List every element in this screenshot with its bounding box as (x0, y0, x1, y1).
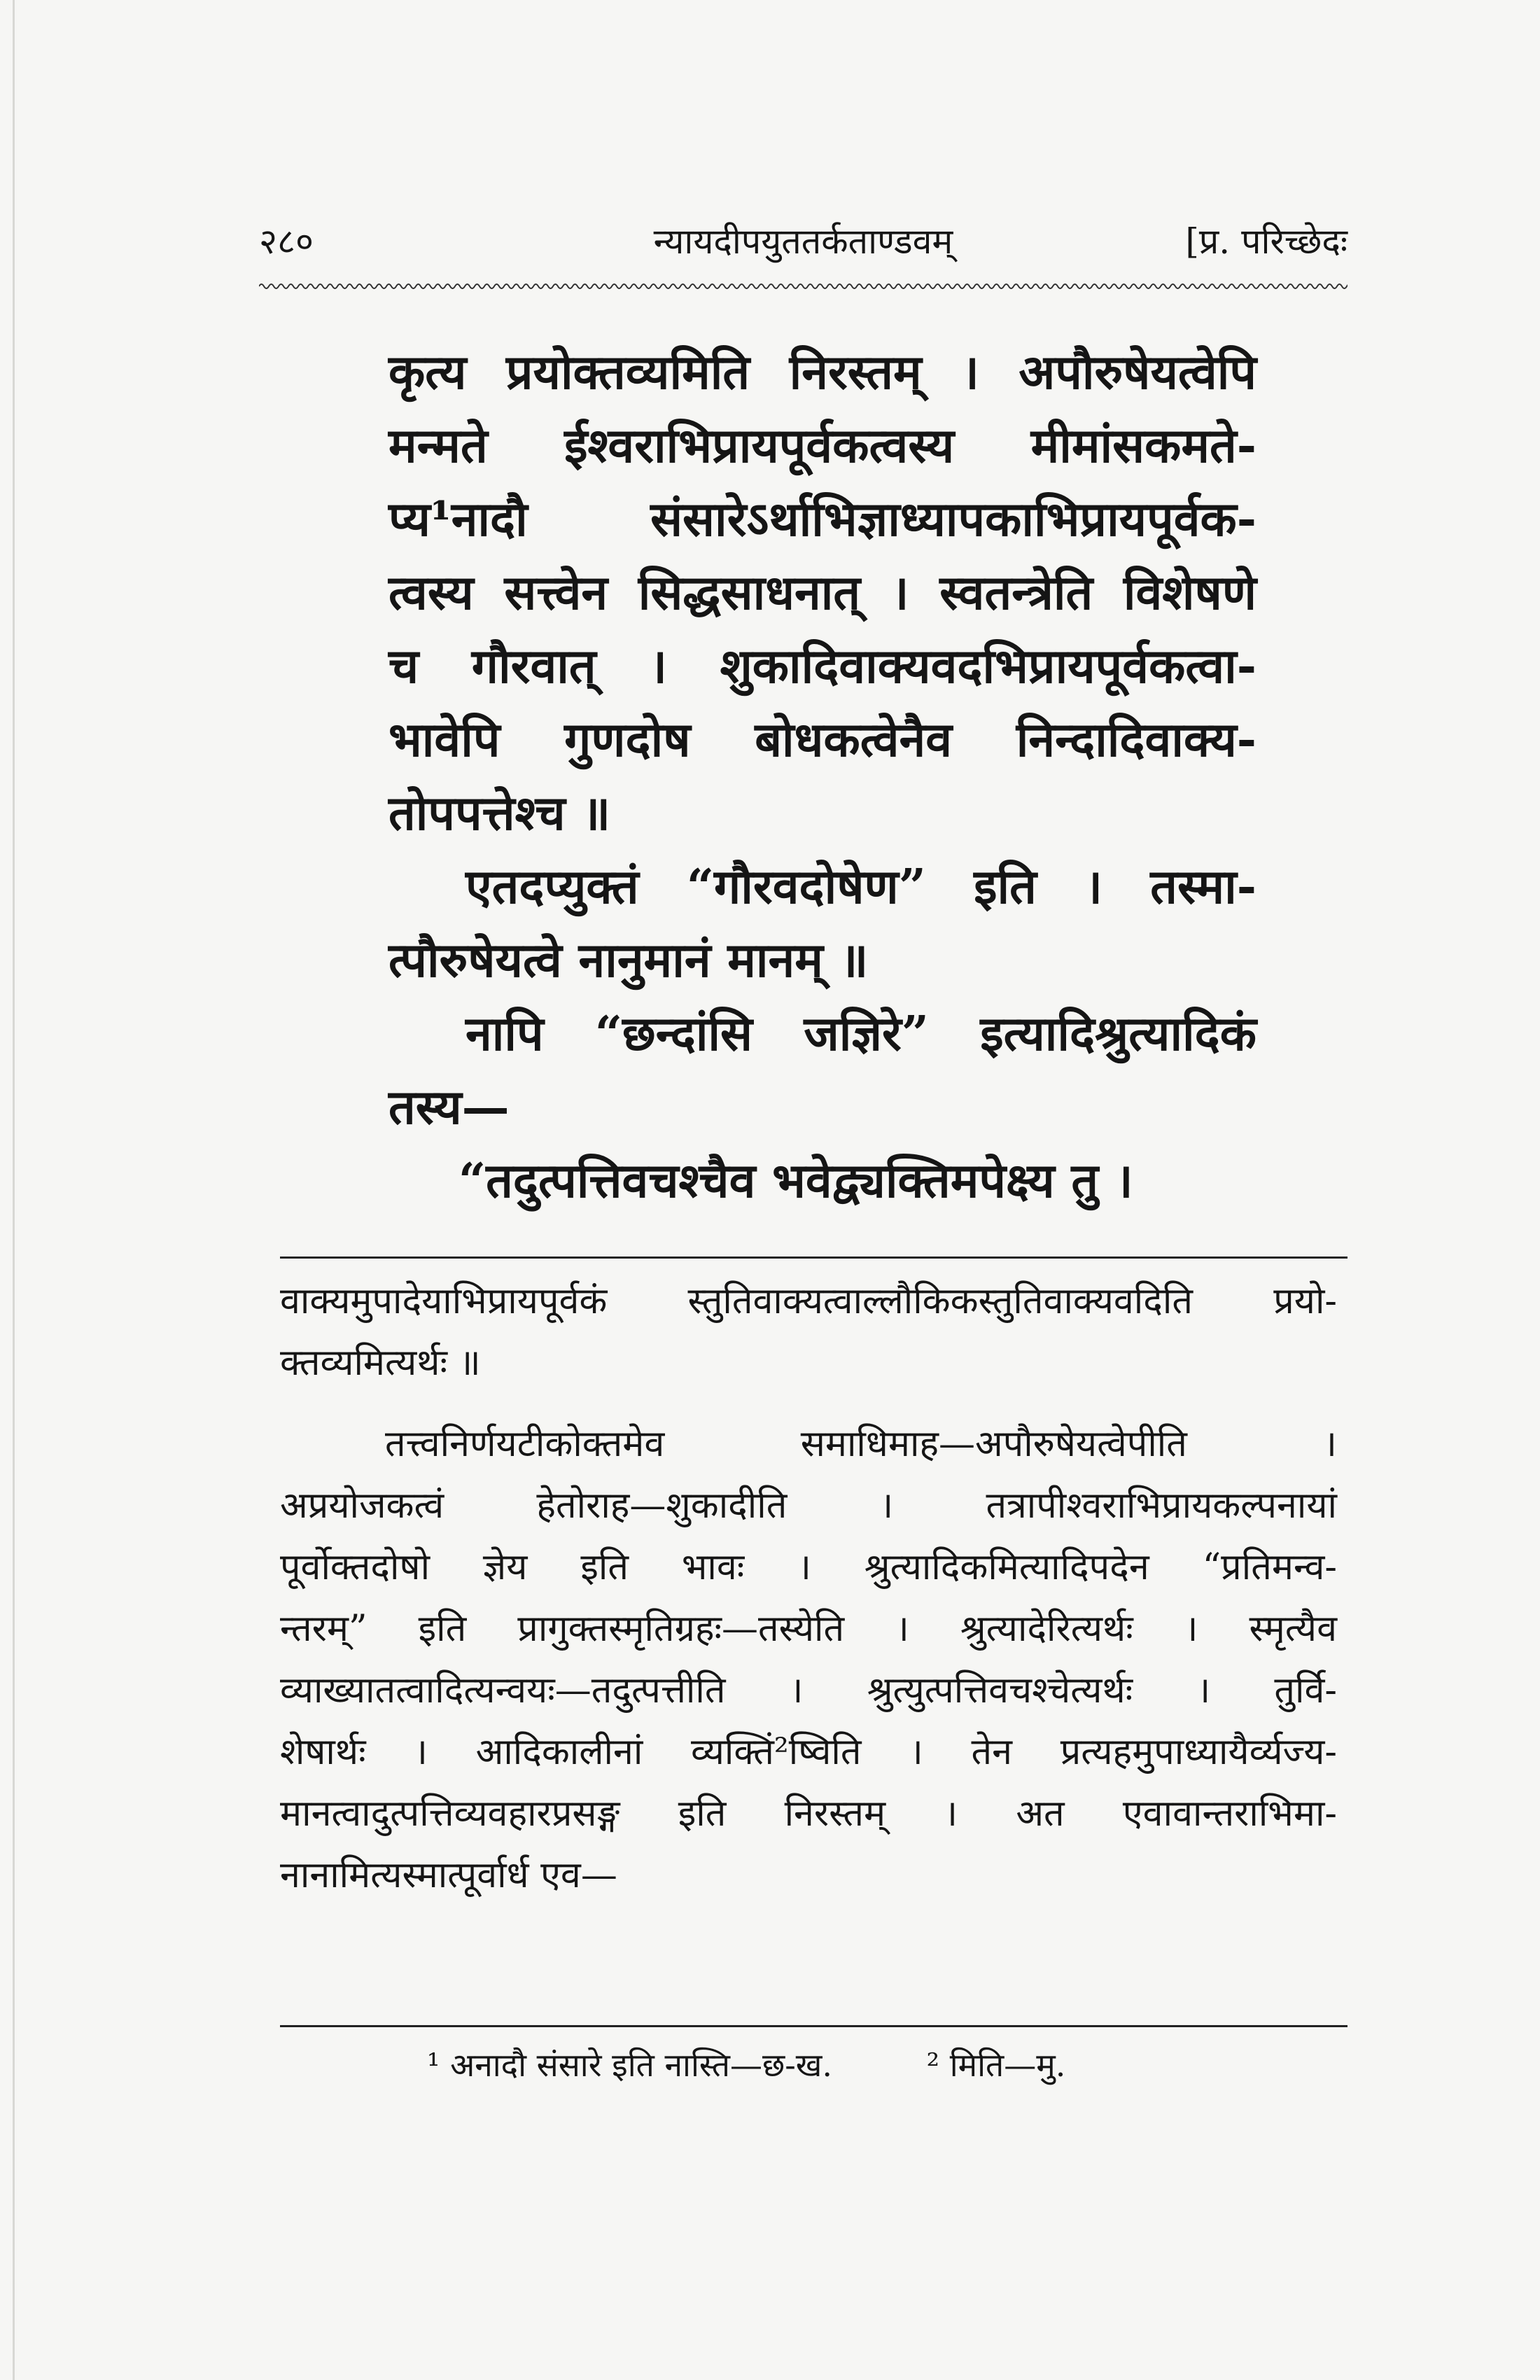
commentary-line: क्तव्यमित्यर्थः ॥ (280, 1342, 481, 1384)
main-text-block (388, 336, 1256, 1218)
commentary-line: न्तरम्” इति प्रागुक्तस्मृतिग्रहः—तस्येति । श्रुत्यादेरित्यर्थः । स्मृत्यैव (280, 1608, 1337, 1650)
footnote-divider (280, 2025, 1348, 2027)
main-text-line: नापि “छन्दांसि जज्ञिरे” इत्यादिश्रुत्यादिकं (465, 1006, 1256, 1062)
main-text-line: त्पौरुषेयत्वे नानुमानं मानम् ॥ (388, 932, 869, 988)
running-header (259, 214, 1348, 270)
commentary-line: तत्त्वनिर्णयटीकोक्तमेव समाधिमाह—अपौरुषेयत्वेपीति । (385, 1423, 1337, 1465)
page-number: २८० (259, 221, 314, 262)
footnote-1: ¹ अनादौ संसारे इति नास्ति—छ-ख. (427, 2046, 833, 2084)
main-text-line: एतदप्युक्तं “गौरवदोषेण” इति । तस्मा- (465, 859, 1256, 915)
commentary-line: मानत्वादुत्पत्तिव्यवहारप्रसङ्ग इति निरस्तम् । अत एवावान्तराभिमा- (280, 1793, 1337, 1835)
section-label: [प्र. परिच्छेदः (1185, 221, 1348, 262)
commentary-line: नानामित्यस्मात्पूर्वार्ध एव— (280, 1854, 617, 1896)
commentary-line: व्याख्यातत्वादित्यन्वयः—तदुत्पत्तीति । श्रुत्युत्पत्तिवचश्चेत्यर्थः । तुर्वि- (280, 1670, 1337, 1712)
header-wavy-rule (259, 280, 1348, 293)
page-edge (13, 0, 15, 2380)
main-text-line: कृत्य प्रयोक्तव्यमिति निरस्तम् । अपौरुषेयत्वेपि (388, 344, 1256, 400)
main-text-line: तोपपत्तेश्च ॥ (388, 785, 611, 841)
book-title: न्यायदीपयुततर्कताण्डवम् (653, 221, 953, 262)
main-text-line: तस्य— (388, 1079, 510, 1135)
main-text-line: मन्मते ईश्वराभिप्रायपूर्वकत्वस्य मीमांसकमते- (388, 418, 1256, 474)
main-text-line: भावेपि गुणदोष बोधकत्वेनैव निन्दादिवाक्य- (388, 712, 1256, 768)
commentary-line: वाक्यमुपादेयाभिप्रायपूर्वकं स्तुतिवाक्यत्वाल्लौकिकस्तुतिवाक्यवदिति प्रयो- (280, 1280, 1337, 1322)
footnotes (427, 2040, 1267, 2090)
main-text-line: च गौरवात् । शुकादिवाक्यवदभिप्रायपूर्वकत्वा- (388, 638, 1256, 694)
verse-line: “तदुत्पत्तिवचश्चैव भवेद्व्यक्तिमपेक्ष्य तु । (458, 1153, 1133, 1209)
commentary-line: पूर्वोक्तदोषो ज्ञेय इति भावः । श्रुत्यादिकमित्यादिपदेन “प्रतिमन्व- (280, 1546, 1337, 1588)
commentary-line: शेषार्थः । आदिकालीनां व्यक्तिं²ष्विति । तेन प्रत्यहमुपाध्यायैर्व्यज्य- (280, 1731, 1337, 1773)
main-text-line: त्वस्य सत्त्वेन सिद्धसाधनात् । स्वतन्त्रेति विशेषणे (388, 565, 1256, 621)
main-text-line: प्य¹नादौ संसारेऽर्थाभिज्ञाध्यापकाभिप्रायपूर्वक- (388, 491, 1256, 547)
commentary-line: अप्रयोजकत्वं हेतोराह—शुकादीति । तत्रापीश्वराभिप्रायकल्पनायां (280, 1485, 1337, 1527)
footnote-2: ² मिति—मु. (926, 2046, 1066, 2084)
commentary-divider (280, 1256, 1348, 1259)
commentary-block (280, 1270, 1337, 1906)
